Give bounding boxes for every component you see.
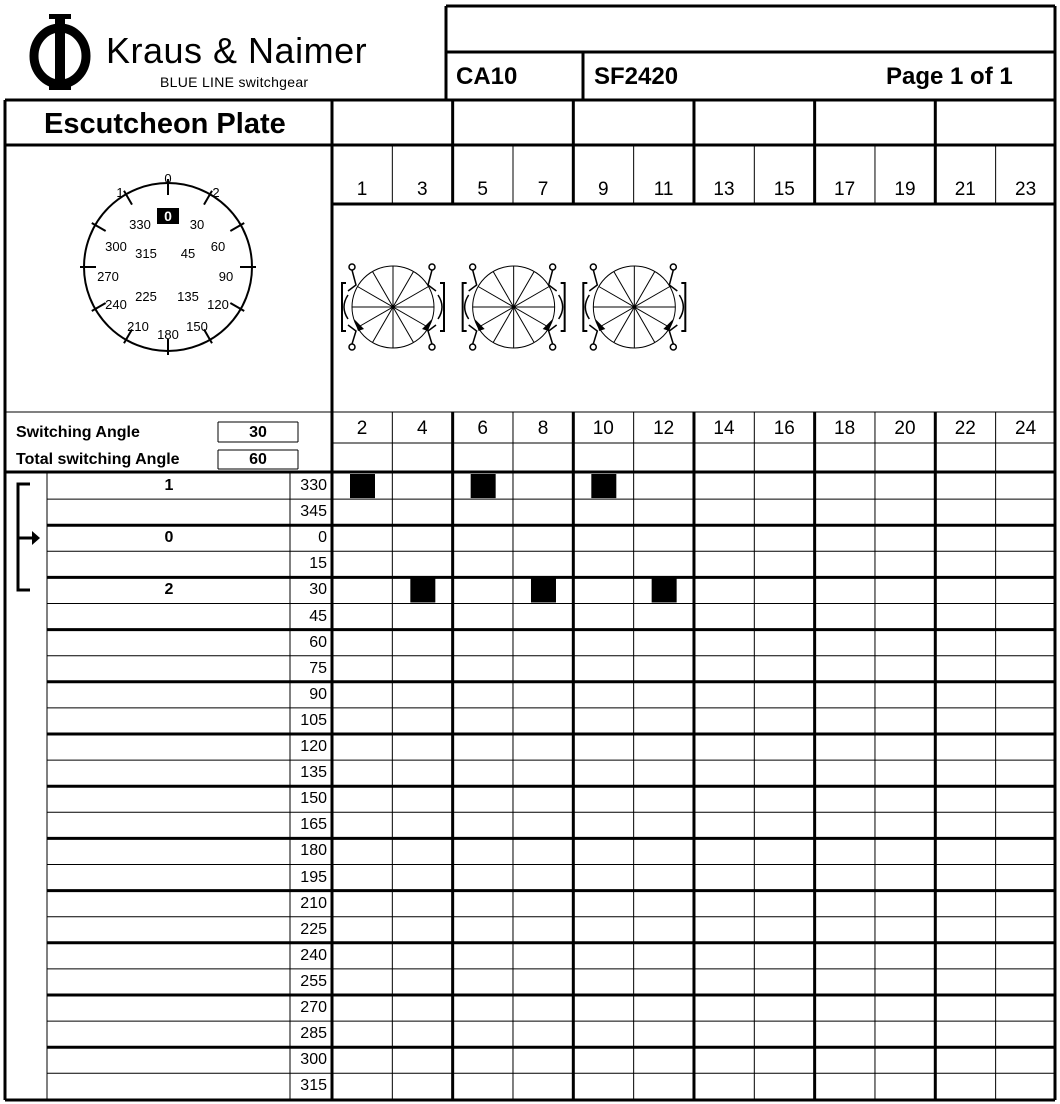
arrow-head-icon — [32, 531, 40, 545]
dial-angle-label: 120 — [207, 297, 229, 312]
bottom-terminal: 2 — [356, 418, 368, 439]
row-angle: 120 — [300, 738, 327, 755]
dial-angle-label: 45 — [180, 246, 196, 261]
top-terminal: 5 — [477, 179, 488, 200]
dial-angle-label: 60 — [210, 239, 226, 254]
bottom-terminal: 16 — [773, 418, 795, 439]
top-terminal: 17 — [834, 179, 856, 200]
row-angle: 345 — [300, 503, 327, 521]
bottom-terminal: 12 — [653, 418, 675, 439]
model-code: CA10 — [456, 63, 518, 90]
top-terminal: 23 — [1015, 179, 1037, 200]
dial-angle-label: 150 — [186, 319, 208, 334]
top-terminal: 9 — [598, 179, 609, 200]
row-angle: 225 — [300, 920, 327, 938]
bottom-terminal: 14 — [713, 418, 735, 439]
bottom-terminal: 10 — [592, 418, 614, 439]
row-angle: 90 — [309, 685, 327, 703]
dial-angle-label: 210 — [127, 319, 149, 334]
company-name: Kraus & Naimer — [106, 30, 368, 71]
row-position: 0 — [164, 529, 174, 547]
bottom-terminal: 4 — [417, 418, 428, 439]
top-terminal: 13 — [713, 179, 735, 200]
bottom-terminal: 8 — [537, 418, 549, 439]
contact-element-icon — [342, 264, 444, 350]
contact-closed-mark — [410, 578, 435, 602]
row-angle: 45 — [309, 607, 327, 625]
contact-element-icon — [583, 264, 685, 350]
bottom-terminal: 24 — [1015, 418, 1037, 439]
dial-angle-label: 90 — [218, 269, 234, 284]
row-angle: 75 — [309, 659, 327, 677]
top-terminal: 7 — [537, 179, 549, 200]
row-angle: 150 — [300, 790, 327, 808]
row-angle: 210 — [300, 894, 327, 912]
row-position: 1 — [164, 477, 174, 494]
row-angle: 180 — [300, 842, 327, 860]
page-number: Page 1 of 1 — [886, 63, 1013, 90]
row-angle: 165 — [300, 816, 327, 834]
dial-angle-label: 225 — [135, 289, 157, 304]
escutcheon-dial — [70, 160, 270, 370]
row-angle: 105 — [300, 711, 327, 729]
switching-angle-value: 30 — [249, 424, 267, 441]
row-angle: 15 — [309, 555, 327, 573]
contact-closed-mark — [591, 474, 616, 498]
row-angle: 135 — [300, 764, 327, 782]
contact-closed-mark — [471, 474, 496, 498]
phi-logo-icon — [22, 12, 102, 92]
top-terminal: 19 — [894, 179, 916, 200]
current-position-value: 0 — [164, 208, 172, 224]
dial-angle-label: 180 — [157, 327, 179, 342]
row-angle: 285 — [300, 1025, 327, 1043]
company-tagline: BLUE LINE switchgear — [160, 74, 309, 90]
row-angle: 330 — [300, 477, 327, 494]
row-angle: 270 — [300, 999, 327, 1016]
row-angle: 315 — [300, 1077, 327, 1095]
row-angle: 30 — [309, 581, 327, 599]
bottom-terminal: 22 — [954, 418, 976, 439]
total-switching-angle-label: Total switching Angle — [16, 451, 180, 468]
dial-angle-label: 270 — [97, 269, 119, 284]
dial-angle-label: 240 — [105, 297, 127, 312]
contact-closed-mark — [531, 578, 556, 602]
contact-closed-mark — [652, 578, 677, 602]
top-terminal: 15 — [773, 179, 795, 200]
row-angle: 0 — [318, 529, 327, 547]
contact-closed-mark — [350, 474, 375, 498]
bottom-terminal: 6 — [477, 418, 488, 439]
section-title: Escutcheon Plate — [44, 108, 286, 140]
row-angle: 300 — [300, 1051, 327, 1069]
dial-position-label: 2 — [212, 185, 220, 200]
top-terminal: 1 — [356, 179, 368, 200]
top-terminal: 11 — [653, 179, 674, 200]
total-switching-angle-value: 60 — [249, 451, 267, 468]
program-code: SF2420 — [594, 63, 679, 90]
row-angle: 60 — [309, 633, 327, 651]
dial-angle-label: 315 — [135, 246, 157, 261]
row-angle: 195 — [300, 868, 327, 886]
contact-diagram — [334, 255, 704, 360]
row-angle: 255 — [300, 972, 327, 990]
top-terminal: 3 — [417, 179, 428, 200]
dial-angle-label: 330 — [129, 217, 151, 232]
contact-element-icon — [463, 264, 565, 350]
dial-angle-label: 135 — [177, 289, 199, 304]
dial-angle-label: 300 — [105, 239, 127, 254]
dial-angle-label: 30 — [189, 217, 205, 232]
row-position: 2 — [164, 581, 174, 599]
bottom-terminal: 20 — [894, 418, 916, 439]
bottom-terminal: 18 — [834, 418, 856, 439]
dial-position-label: 1 — [116, 185, 124, 200]
top-terminal: 21 — [954, 179, 976, 200]
dial-position-label: 0 — [164, 171, 172, 186]
switching-angle-label: Switching Angle — [16, 424, 140, 441]
row-angle: 240 — [300, 946, 327, 964]
